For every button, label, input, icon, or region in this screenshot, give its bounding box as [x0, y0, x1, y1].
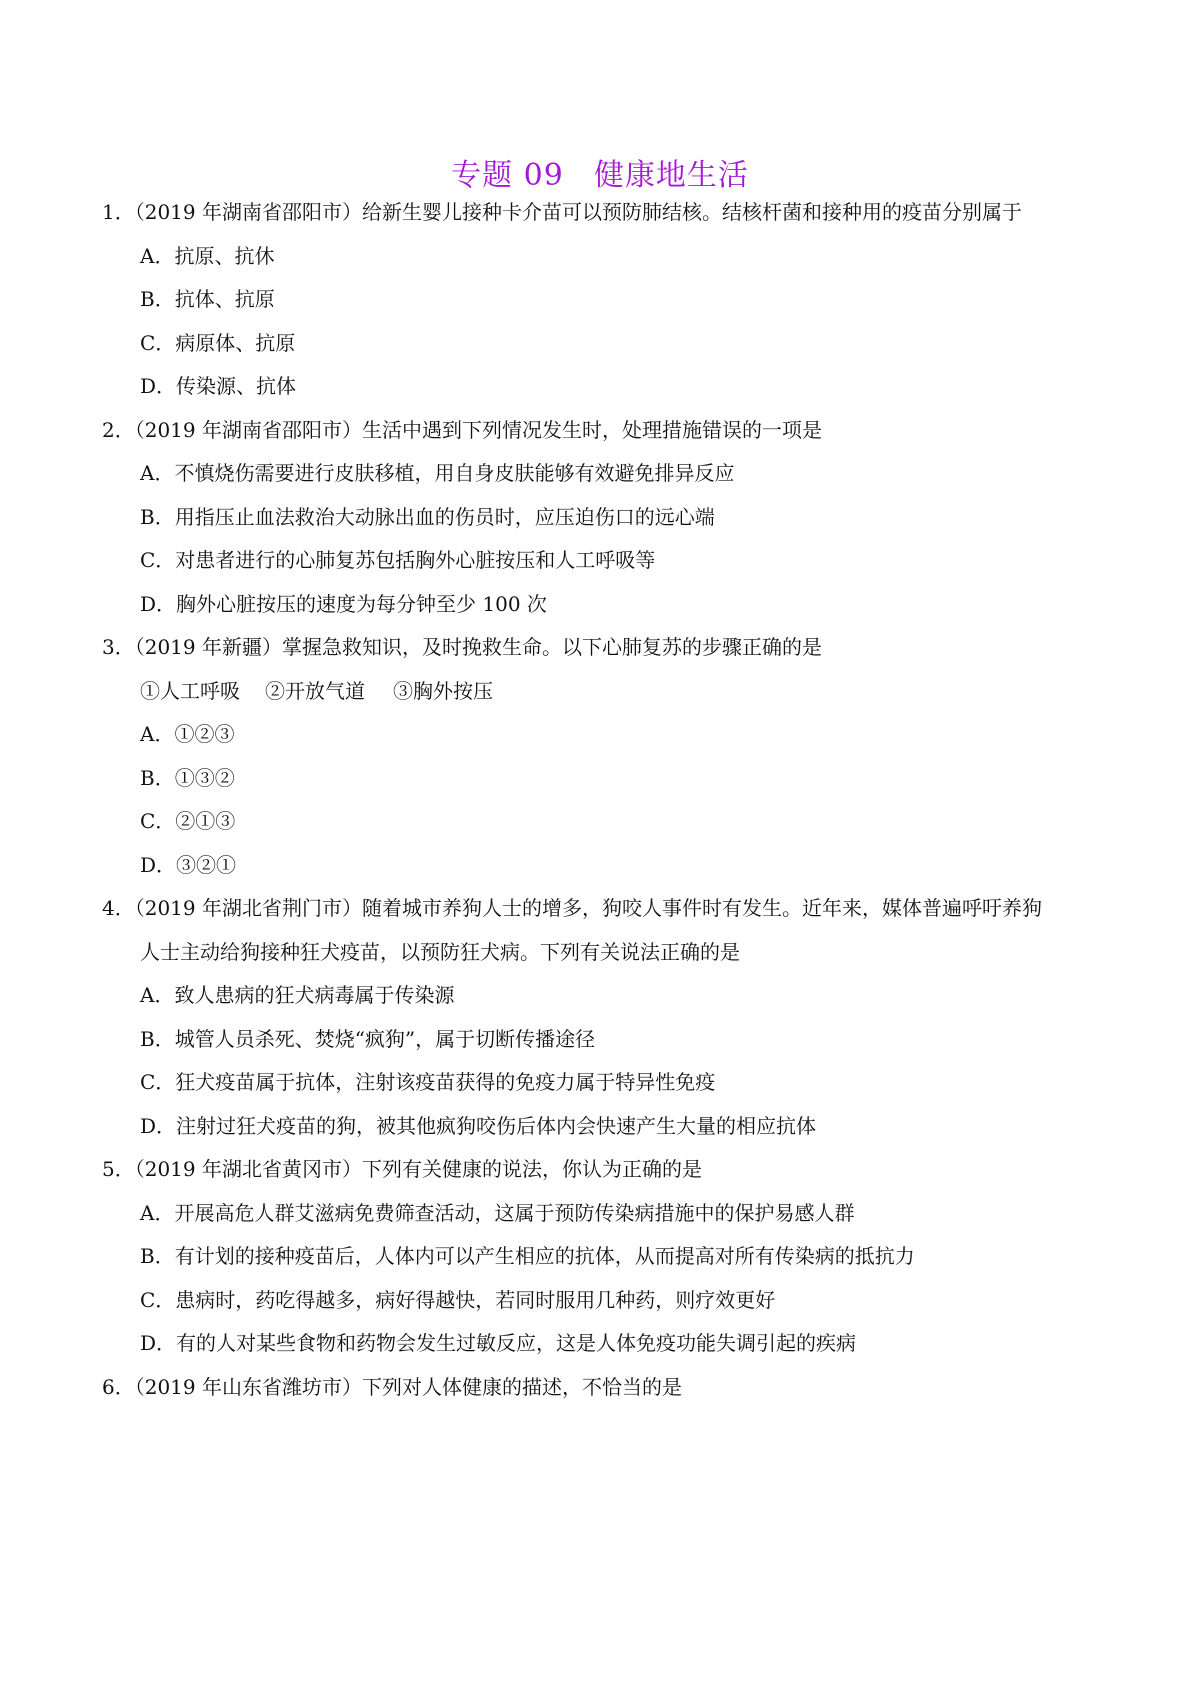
question-1-option-a: A．抗原、抗休	[140, 244, 275, 268]
question-3-option-c: C．②①③	[140, 809, 236, 833]
question-1-option-d: D．传染源、抗体	[140, 374, 297, 398]
question-5-option-b: B．有计划的接种疫苗后，人体内可以产生相应的抗体，从而提高对所有传染病的抵抗力	[140, 1244, 915, 1268]
question-5-option-a: A．开展高危人群艾滋病免费筛查活动，这属于预防传染病措施中的保护易感人群	[140, 1201, 855, 1225]
question-3-step-1: ①人工呼吸	[140, 679, 240, 703]
question-6-stem: 6．（2019 年山东省潍坊市）下列对人体健康的描述，不恰当的是	[102, 1375, 682, 1399]
title-prefix: 专题 09	[451, 158, 564, 193]
question-2-option-b: B．用指压止血法救治大动脉出血的伤员时，应压迫伤口的远心端	[140, 505, 715, 529]
question-4-stem-line-1: 4．（2019 年湖北省荆门市）随着城市养狗人士的增多，狗咬人事件时有发生。近年来，媒体普遍呼吁养狗	[102, 896, 1042, 920]
question-4-option-d: D．注射过狂犬疫苗的狗，被其他疯狗咬伤后体内会快速产生大量的相应抗体	[140, 1114, 817, 1138]
title-main: 健康地生活	[593, 158, 749, 193]
question-2-option-d: D．胸外心脏按压的速度为每分钟至少 100 次	[140, 592, 547, 616]
question-4-option-a: A．致人患病的狂犬病毒属于传染源	[140, 983, 455, 1007]
question-4-option-b: B．城管人员杀死、焚烧“疯狗”，属于切断传播途径	[140, 1027, 596, 1051]
question-2-option-a: A．不慎烧伤需要进行皮肤移植，用自身皮肤能够有效避免排异反应	[140, 461, 735, 485]
question-3-step-3: ③胸外按压	[393, 679, 493, 703]
question-3-option-d: D．③②①	[140, 853, 237, 877]
question-5-option-d: D．有的人对某些食物和药物会发生过敏反应，这是人体免疫功能失调引起的疾病	[140, 1331, 857, 1355]
question-4-option-c: C．狂犬疫苗属于抗体，注射该疫苗获得的免疫力属于特异性免疫	[140, 1070, 716, 1094]
question-3-option-a: A．①②③	[140, 722, 235, 746]
question-5-option-c: C．患病时，药吃得越多，病好得越快，若同时服用几种药，则疗效更好	[140, 1288, 776, 1312]
question-3-step-2: ②开放气道	[265, 679, 365, 703]
question-1-option-c: C．病原体、抗原	[140, 331, 296, 355]
question-3-option-b: B．①③②	[140, 766, 235, 790]
question-4-stem-line-2: 人士主动给狗接种狂犬疫苗，以预防狂犬病。下列有关说法正确的是	[140, 940, 740, 964]
question-1-option-b: B．抗体、抗原	[140, 287, 275, 311]
question-5-stem: 5．（2019 年湖北省黄冈市）下列有关健康的说法，你认为正确的是	[102, 1157, 702, 1181]
question-2-stem: 2．（2019 年湖南省邵阳市）生活中遇到下列情况发生时，处理措施错误的一项是	[102, 418, 822, 442]
page-title	[0, 150, 1200, 194]
question-3-stem: 3．（2019 年新疆）掌握急救知识，及时挽救生命。以下心肺复苏的步骤正确的是	[102, 635, 822, 659]
question-1-stem: 1．（2019 年湖南省邵阳市）给新生婴儿接种卡介苗可以预防肺结核。结核杆菌和接种用的疫苗分别属于	[102, 200, 1022, 224]
question-2-option-c: C．对患者进行的心肺复苏包括胸外心脏按压和人工呼吸等	[140, 548, 656, 572]
